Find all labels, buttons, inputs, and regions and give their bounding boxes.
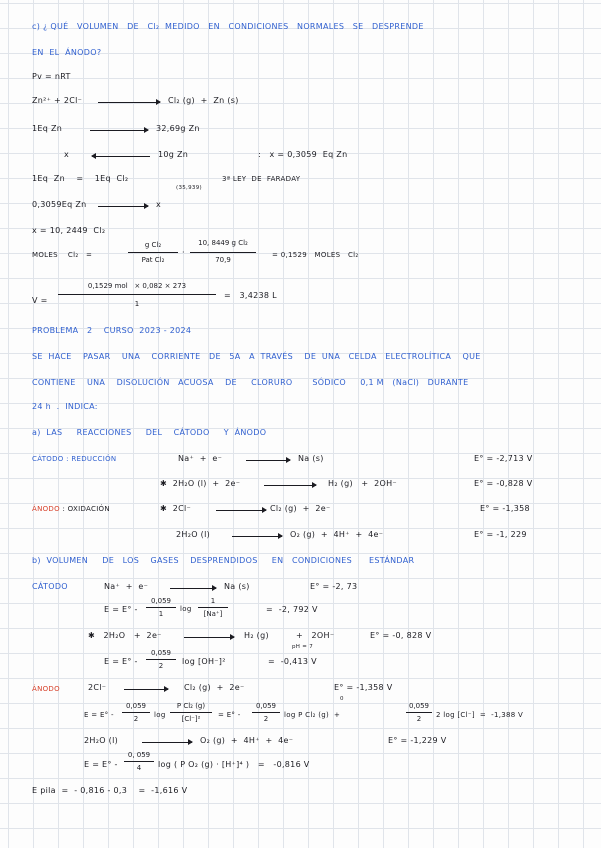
anode-nernst-mid: = E° -: [218, 711, 241, 719]
part-b-cathode-label: CÁTODO: [32, 582, 68, 591]
moles-fraction-2-numerator: 10, 8449 g Cl₂: [198, 239, 248, 247]
anode-nernst-numerator: 0,059: [125, 702, 147, 710]
anode-nernst-2-label: E = E° -: [84, 760, 118, 769]
part-b-anode-arrow: [124, 689, 168, 690]
cathode-nernst-2-bar: [146, 659, 176, 660]
part-b-anode-potential-2: E° = -1,229 V: [388, 736, 447, 745]
problem-2-text-line-1: SE HACE PASAR UNA CORRIENTE DE 5A A TRAVÉS DE UNA CELDA ELECTROLÍTICA QUE: [32, 352, 481, 361]
equivalence-subscript: (35,939): [176, 185, 202, 191]
anode-nernst-2-rest: log ( P O₂ (g) · [H⁺]⁴ ) = -0,816 V: [158, 760, 310, 769]
reaction-zn-cl-right: Cl₂ (g) + Zn (s): [168, 96, 239, 105]
equivalent-result: : x = 0,3059 Eq Zn: [258, 150, 348, 159]
part-b-title: b) VOLUMEN DE LOS GASES DESPRENDIDOS EN CONDICIONES ESTÁNDAR: [32, 556, 415, 565]
cathode-arrow-1: [246, 460, 290, 461]
part-b-cathode-reaction-left: Na⁺ + e⁻: [104, 582, 149, 591]
anode-nernst-2-denominator: 4: [136, 764, 142, 772]
anode-nernst-bar-3: [406, 712, 432, 713]
cathode-label: CÁTODO : REDUCCIÓN: [32, 455, 117, 463]
equivalent-arrow-1: [90, 130, 148, 131]
equivalent-arrow-2: [92, 156, 150, 157]
cathode-nernst-log: log: [180, 605, 192, 613]
part-b-anode-label: ÁNODO: [32, 685, 60, 693]
cathode-potential-2: E° = -0,828 V: [474, 479, 533, 488]
part-b-cathode-arrow-2: [184, 637, 234, 638]
cathode-nernst-result: = -2, 792 V: [266, 605, 318, 614]
equivalent-arrow-4: [98, 206, 148, 207]
cathode-nernst-label: E = E° -: [104, 605, 138, 614]
anode-nernst-log-numerator: P Cl₂ (g): [176, 702, 206, 710]
anode-nernst-log: log: [154, 711, 166, 719]
anode-nernst-label: E = E° -: [84, 711, 114, 719]
anode-nernst-log-2: log P Cl₂ (g) +: [284, 711, 341, 719]
cathode-nernst-2-result: = -0,413 V: [268, 657, 317, 666]
mass-cl2-result: x = 10, 2449 Cl₂: [32, 226, 106, 235]
part-b-anode-arrow-2: [142, 742, 192, 743]
ph-note: pH = 7: [292, 644, 314, 650]
anode-nernst-denominator-3: 2: [416, 715, 422, 723]
anode-nernst-numerator-3: 0,059: [408, 702, 430, 710]
part-b-anode-reaction-left: 2Cl⁻: [88, 683, 107, 692]
moles-cl2-label: MOLES Cl₂ =: [32, 251, 93, 259]
anode-nernst-2-numerator: 0, 059: [127, 751, 151, 759]
cathode-arrow-2: [264, 485, 316, 486]
anode-reaction-1-left: ✱ 2Cl⁻: [160, 504, 192, 513]
anode-arrow-1: [216, 510, 266, 511]
anode-label: ÁNODO: [32, 505, 60, 513]
anode-arrow-2: [232, 536, 282, 537]
anode-potential-1: E° = -1,358: [480, 504, 530, 513]
cathode-reaction-1-right: Na (s): [298, 454, 324, 463]
anode-reaction-2-right: O₂ (g) + 4H⁺ + 4e⁻: [290, 530, 384, 539]
cathode-reaction-2-right: H₂ (g) + 2OH⁻: [328, 479, 397, 488]
moles-fraction-2-denominator: 70,9: [215, 256, 231, 264]
anode-label-group: [32, 505, 110, 513]
volume-fraction-bar: [58, 294, 216, 295]
equivalent-line-1-right: 32,69g Zn: [156, 124, 200, 133]
anode-nernst-zero: 0: [340, 696, 344, 702]
part-b-cathode-potential: E° = -2, 73: [310, 582, 358, 591]
volume-label: V =: [32, 296, 48, 305]
anode-nernst-log-denominator: [Cl⁻]²: [181, 715, 201, 723]
part-b-cathode-reaction-2-left: ✱ 2H₂O + 2e⁻: [88, 631, 162, 640]
part-a-title: a) LAS REACCIONES DEL CÁTODO Y ÁNODO: [32, 428, 267, 437]
part-b-cathode-reaction-2-right-oh: + 2OH⁻: [296, 631, 335, 640]
cathode-nernst-2-log: log [OH⁻]²: [182, 657, 226, 666]
anode-nernst-bar-2: [252, 712, 280, 713]
part-b-anode-reaction-2-right: O₂ (g) + 4H⁺ + 4e⁻: [200, 736, 294, 745]
anode-reaction-2-left: 2H₂O (l): [176, 530, 211, 539]
moles-fraction-1-bar: [128, 252, 178, 253]
anode-nernst-log-bar: [170, 712, 212, 713]
equivalent-line-4-left: 0,3059Eq Zn: [32, 200, 87, 209]
cathode-nernst-2-denominator: 2: [158, 662, 164, 670]
anode-nernst-2-bar: [124, 761, 154, 762]
anode-nernst-denominator-2: 2: [263, 715, 269, 723]
part-b-anode-potential: E° = -1,358 V: [334, 683, 393, 692]
reaction-arrow: [98, 102, 160, 103]
faraday-law-note: 3ª LEY DE FARADAY: [222, 175, 301, 183]
moles-fraction-1-denominator: Pat Cl₂: [141, 256, 165, 264]
equivalent-line-1-left: 1Eq Zn: [32, 124, 63, 133]
question-c-prompt-line-2: EN EL ÁNODO?: [32, 48, 102, 57]
cathode-reaction-2-left: ✱ 2H₂O (l) + 2e⁻: [160, 479, 241, 488]
anode-label-rest: : OXIDACIÓN: [62, 505, 110, 513]
question-c-prompt-line-1: c) ¿ QUÉ VOLUMEN DE Cl₂ MEDIDO EN CONDICIONES NORMALES SE DESPRENDE: [32, 22, 424, 31]
volume-numerator: 0,1529 mol × 0,082 × 273: [87, 282, 187, 290]
cathode-nernst-log-numerator: 1: [210, 597, 216, 605]
part-b-cathode-potential-2: E° = -0, 828 V: [370, 631, 432, 640]
cathode-potential-1: E° = -2,713 V: [474, 454, 533, 463]
equivalent-line-2-right: 10g Zn: [158, 150, 189, 159]
cathode-nernst-bar: [146, 607, 176, 608]
moles-fraction-1-numerator: g Cl₂: [144, 241, 162, 249]
ideal-gas-formula: Pv = nRT: [32, 72, 71, 81]
problem-2-title: PROBLEMA 2 CURSO 2023 - 2024: [32, 326, 192, 335]
cathode-nernst-2-label: E = E° -: [104, 657, 138, 666]
equivalent-line-2-left: x: [64, 150, 70, 159]
volume-denominator: 1: [134, 300, 140, 308]
anode-nernst-tail: 2 log [Cl⁻] = -1,388 V: [436, 711, 524, 719]
moles-multiply-sign: ·: [182, 248, 185, 257]
part-b-cathode-arrow: [170, 588, 216, 589]
cathode-nernst-numerator: 0,059: [150, 597, 172, 605]
anode-nernst-denominator: 2: [133, 715, 139, 723]
cell-potential: E pila = - 0,816 - 0,3 = -1,616 V: [32, 786, 188, 795]
cathode-nernst-2-numerator: 0,059: [150, 649, 172, 657]
problem-2-text-line-3: 24 h . INDICA:: [32, 402, 98, 411]
equivalent-line-4-right: x: [156, 200, 162, 209]
cathode-nernst-log-bar: [198, 607, 228, 608]
part-b-anode-reaction-2-left: 2H₂O (l): [84, 736, 119, 745]
part-b-anode-reaction-right: Cl₂ (g) + 2e⁻: [184, 683, 245, 692]
problem-2-text-line-2: CONTIENE UNA DISOLUCIÓN ACUOSA DE CLORURO SÓDICO 0,1 M (NaCl) DURANTE: [32, 378, 469, 387]
equivalence-zn-cl2: 1Eq Zn = 1Eq Cl₂: [32, 174, 129, 183]
reaction-zn-cl-left: Zn²⁺ + 2Cl⁻: [32, 96, 83, 105]
anode-potential-2: E° = -1, 229: [474, 530, 527, 539]
part-b-cathode-reaction-right: Na (s): [224, 582, 250, 591]
moles-fraction-2-bar: [190, 252, 256, 253]
anode-reaction-1-right: Cl₂ (g) + 2e⁻: [270, 504, 331, 513]
cathode-nernst-log-denominator: [Na⁺]: [203, 610, 223, 618]
moles-result: = 0,1529 MOLES Cl₂: [272, 251, 359, 259]
cathode-reaction-1-left: Na⁺ + e⁻: [178, 454, 223, 463]
anode-nernst-bar: [122, 712, 150, 713]
cathode-nernst-denominator: 1: [158, 610, 164, 618]
anode-nernst-numerator-2: 0,059: [255, 702, 277, 710]
volume-result: = 3,4238 L: [224, 291, 277, 300]
part-b-cathode-reaction-2-right: H₂ (g): [244, 631, 269, 640]
